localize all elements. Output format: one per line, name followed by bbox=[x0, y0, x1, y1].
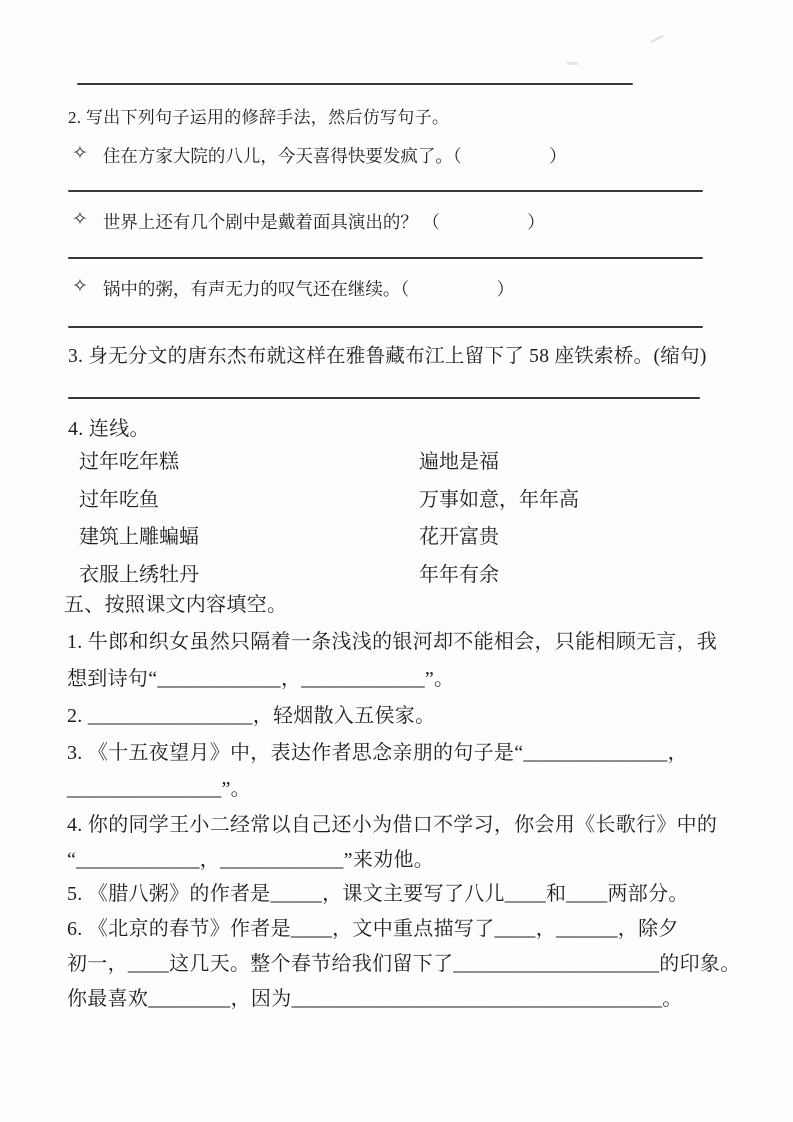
divider bbox=[68, 190, 703, 192]
matching-right-item: 万事如意，年年高 bbox=[419, 488, 579, 511]
rhetoric-item-text: 世界上还有几个剧中是戴着面具演出的？ （ ） bbox=[102, 212, 545, 232]
rhetoric-item-1 bbox=[72, 143, 567, 168]
rhetoric-item-text: 住在方家大院的八儿，今天喜得快要发疯了。（ ） bbox=[102, 146, 567, 166]
section5-q2-line1: 2. ________________，轻烟散入五侯家。 bbox=[67, 705, 436, 727]
question-2-stem: 2. 写出下列句子运用的修辞手法，然后仿写句子。 bbox=[68, 108, 450, 127]
rhetoric-item-3 bbox=[72, 276, 514, 301]
four-pointed-star-icon: ✧ bbox=[72, 209, 88, 230]
matching-row bbox=[79, 516, 719, 554]
scan-artifact bbox=[567, 62, 578, 65]
rhetoric-item-2 bbox=[72, 209, 545, 234]
rhetoric-item-text: 锅中的粥，有声无力的叹气还在继续。（ ） bbox=[102, 279, 515, 299]
section5-q3-line1: 3. 《十五夜望月》中，表达作者思念亲朋的句子是“______________， bbox=[67, 742, 688, 764]
divider bbox=[77, 83, 633, 85]
matching-right-item: 花开富贵 bbox=[419, 526, 499, 549]
section5-q1-line1: 1. 牛郎和织女虽然只隔着一条浅浅的银河却不能相会，只能相顾无言，我 bbox=[67, 631, 718, 653]
section5-q6-line2: 初一，____这几天。整个春节给我们留下了____________________的印象。 bbox=[67, 953, 741, 975]
matching-right-item: 年年有余 bbox=[419, 563, 499, 586]
scan-artifact bbox=[650, 35, 663, 43]
matching-left-item: 衣服上绣牡丹 bbox=[79, 563, 199, 586]
matching-left-item: 过年吃年糕 bbox=[79, 451, 179, 474]
section5-q6-line3: 你最喜欢________，因为____________________________________。 bbox=[67, 988, 683, 1010]
question-3-stem: 3. 身无分文的唐东杰布就这样在雅鲁藏布江上留下了 58 座铁索桥。(缩句) bbox=[68, 346, 707, 367]
matching-left-item: 建筑上雕蝙蝠 bbox=[79, 526, 199, 549]
matching-row bbox=[79, 479, 719, 517]
matching-row bbox=[79, 441, 719, 479]
matching-row bbox=[79, 554, 719, 592]
section5-q3-line2: _______________”。 bbox=[67, 778, 251, 800]
section-5-title: 五、按照课文内容填空。 bbox=[64, 594, 288, 616]
section5-q4-line1: 4. 你的同学王小二经常以自己还小为借口不学习，你会用《长歌行》中的 bbox=[67, 814, 718, 836]
divider bbox=[68, 257, 703, 259]
four-pointed-star-icon: ✧ bbox=[72, 276, 88, 297]
four-pointed-star-icon: ✧ bbox=[72, 143, 88, 164]
matching-exercise bbox=[79, 441, 719, 591]
matching-left-item: 过年吃鱼 bbox=[79, 488, 159, 511]
section5-q6-line1: 6. 《北京的春节》作者是____，文中重点描写了____，______，除夕 bbox=[67, 918, 679, 940]
divider bbox=[68, 326, 703, 328]
question-4-stem: 4. 连线。 bbox=[68, 418, 150, 440]
section5-q5-line1: 5. 《腊八粥》的作者是_____，课文主要写了八儿____和____两部分。 bbox=[67, 883, 689, 905]
section5-q1-line2: 想到诗句“____________，____________”。 bbox=[67, 668, 455, 690]
section5-q4-line2: “____________，____________”来劝他。 bbox=[67, 849, 435, 871]
matching-right-item: 遍地是福 bbox=[419, 451, 499, 474]
divider bbox=[68, 397, 700, 399]
